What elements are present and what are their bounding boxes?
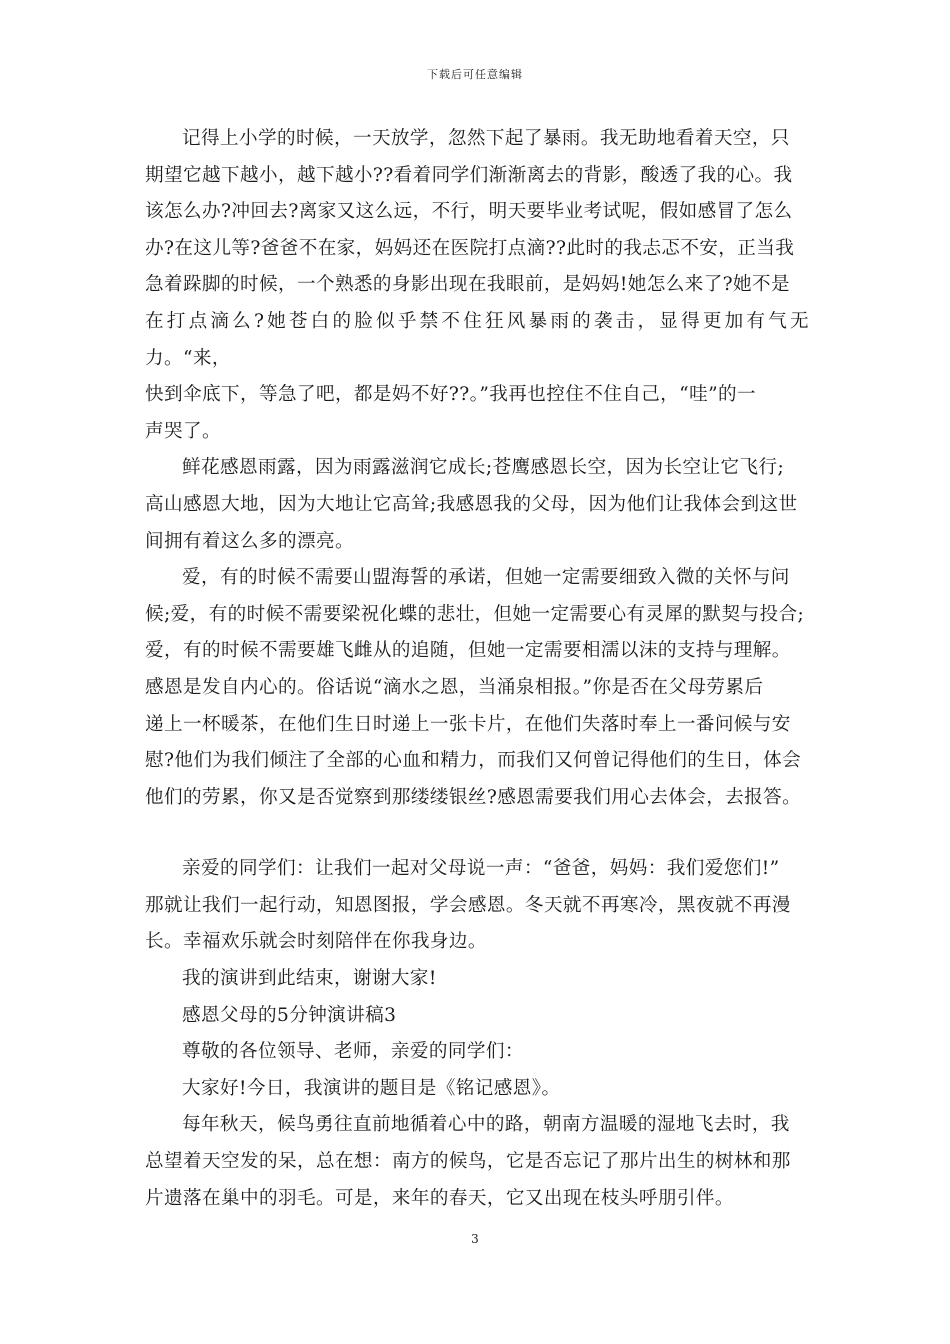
speech-salutation: 尊敬的各位领导、老师，亲爱的同学们： bbox=[182, 1041, 524, 1063]
speech-title-3: 感恩父母的5分钟演讲稿3 bbox=[182, 1004, 397, 1026]
paragraph-closing-thanks: 我的演讲到此结束，谢谢大家! bbox=[182, 968, 437, 990]
paragraph-call-to-classmates: 亲爱的同学们：让我们一起对父母说一声：“爸爸，妈妈：我们爱您们!” 那就让我们一起行动，知恩图报，学会感恩。冬天就不再寒冷，黑夜就不再漫 长。幸福欢乐就会时刻陪伴在你我身边。 bbox=[145, 858, 791, 953]
page-number: 3 bbox=[471, 1232, 479, 1246]
paragraph-love-and-gratitude: 爱，有的时候不需要山盟海誓的承诺，但她一定需要细致入微的关怀与问 候;爱，有的时候不需要梁祝化蝶的悲壮，但她一定需要心有灵犀的默契与投合; 爱，有的时候不需要雄飞雌从的追随，但她一定需要相濡以沫的支持与理解。 感恩是发自内心的。俗话说“滴水之恩，当涌泉相报。”你是否在父母劳累后 递上一杯暖茶，在他们生日时递上一张卡片，在他们失落时奉上一番问候与安 慰?他们为我们倾注了全部的心血和精力，而我们又何曾记得他们的生日，体会 他们的劳累，你又是否觉察到那缕缕银丝?感恩需要我们用心去体会，去报答。 bbox=[145, 567, 805, 808]
document-body bbox=[145, 121, 809, 1217]
page-header: 下载后可任意编辑 bbox=[427, 68, 523, 81]
paragraph-rainy-day-memory: 记得上小学的时候，一天放学，忽然下起了暴雨。我无助地看着天空，只 期望它越下越小，越下越小??看着同学们渐渐离去的背影，酸透了我的心。我 该怎么办?冲回去?离家又这么远，不行，明天要毕业考试呢，假如感冒了怎么 办?在这儿等?爸爸不在家，妈妈还在医院打点滴??此时的我忐忑不安，正当我 急着跺脚的时候，一个熟悉的身影出现在我眼前，是妈妈!她怎么来了?她不是 在打点滴么?她苍白的脸似乎禁不住狂风暴雨的袭击，显得更加有气无力。“来， 快到伞底下，等急了吧，都是妈不好??。”我再也控住不住自己，“哇”的一 声哭了。 bbox=[145, 128, 809, 442]
paragraph-migratory-birds: 每年秋天，候鸟勇往直前地循着心中的路，朝南方温暖的湿地飞去时，我 总望着天空发的呆，总在想：南方的候鸟，它是否忘记了那片出生的树林和那 片遗落在巢中的羽毛。可是，来年的春天，它又出现在枝头呼朋引伴。 bbox=[145, 1114, 791, 1209]
speech-greeting: 大家好!今日，我演讲的题目是《铭记感恩》。 bbox=[182, 1077, 561, 1099]
paragraph-gratitude-nature: 鲜花感恩雨露，因为雨露滋润它成长;苍鹰感恩长空，因为长空让它飞行; 高山感恩大地，因为大地让它高耸;我感恩我的父母，因为他们让我体会到这世 间拥有着这么多的漂亮。 bbox=[145, 457, 798, 552]
paragraph-spacer bbox=[145, 816, 809, 851]
